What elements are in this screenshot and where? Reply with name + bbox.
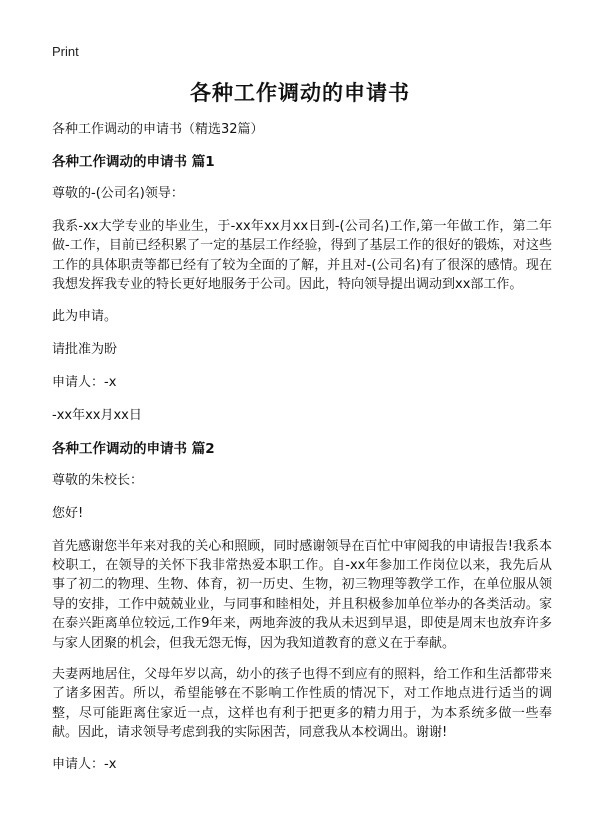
- body-paragraph-1: 我系-xx大学专业的毕业生，于-xx年xx月xx日到-(公司名)工作,第一年做工作，第二年做-工作，目前已经积累了一定的基层工作经验，得到了基层工作的很好的锻炼，对这些工作的具体职责等都已经有了较为全面的了解，并且对-(公司名)有了很深的感情。现在我想发挥我专业的特长更好地服务于公司。因此，特向领导提出调动到xx部工作。: [52, 219, 552, 293]
- approve-line: 请批准为盼: [52, 341, 118, 357]
- document-body: [52, 120, 552, 788]
- document-title: 各种工作调动的申请书: [190, 81, 410, 105]
- apply-line: 此为申请。: [52, 308, 118, 324]
- greeting-1: 尊敬的-(公司名)领导：: [52, 186, 184, 201]
- applicant-line-2: 申请人：-x: [52, 756, 117, 772]
- date-line: -xx年xx月xx日: [52, 407, 142, 423]
- body-paragraph-2: 首先感谢您半年来对我的关心和照顾，同时感谢领导在百忙中审阅我的申请报告!我系本校职工，在领导的关怀下我非常热爱本职工作。自-xx年参加工作岗位以来，我先后从事了初二的物理、生物、体育，初一历史、生物，初三物理等教学工作，在单位服从领导的安排，工作中兢兢业业，与同事和睦相处，并且积极参加单位举办的各类活动。家在泰兴距离单位较远,工作9年来，两地奔波的我从未迟到早退，即使是周末也放弃许多与家人团聚的机会，但我无怨无悔，因为我知道教育的意义在于奉献。: [52, 538, 552, 651]
- print-label[interactable]: Print: [52, 44, 79, 59]
- document-subtitle: 各种工作调动的申请书（精选32篇）: [52, 122, 264, 137]
- hello-line: 您好!: [52, 505, 84, 521]
- section-heading-1: 各种工作调动的申请书 篇1: [52, 154, 215, 170]
- section-heading-2: 各种工作调动的申请书 篇2: [52, 440, 215, 457]
- greeting-2: 尊敬的朱校长：: [52, 472, 144, 488]
- body-paragraph-3: 夫妻两地居住，父母年岁以高，幼小的孩子也得不到应有的照料，给工作和生活都带来了诸多困苦。所以，希望能够在不影响工作性质的情况下，对工作地点进行适当的调整，尽可能距离住家近一点，这样也有利于把更多的精力用于，为本系统多做一些奉献。因此，请求领导考虑到我的实际困苦，同意我从本校调出。谢谢!: [52, 667, 552, 741]
- applicant-line-1: 申请人：-x: [52, 374, 117, 390]
